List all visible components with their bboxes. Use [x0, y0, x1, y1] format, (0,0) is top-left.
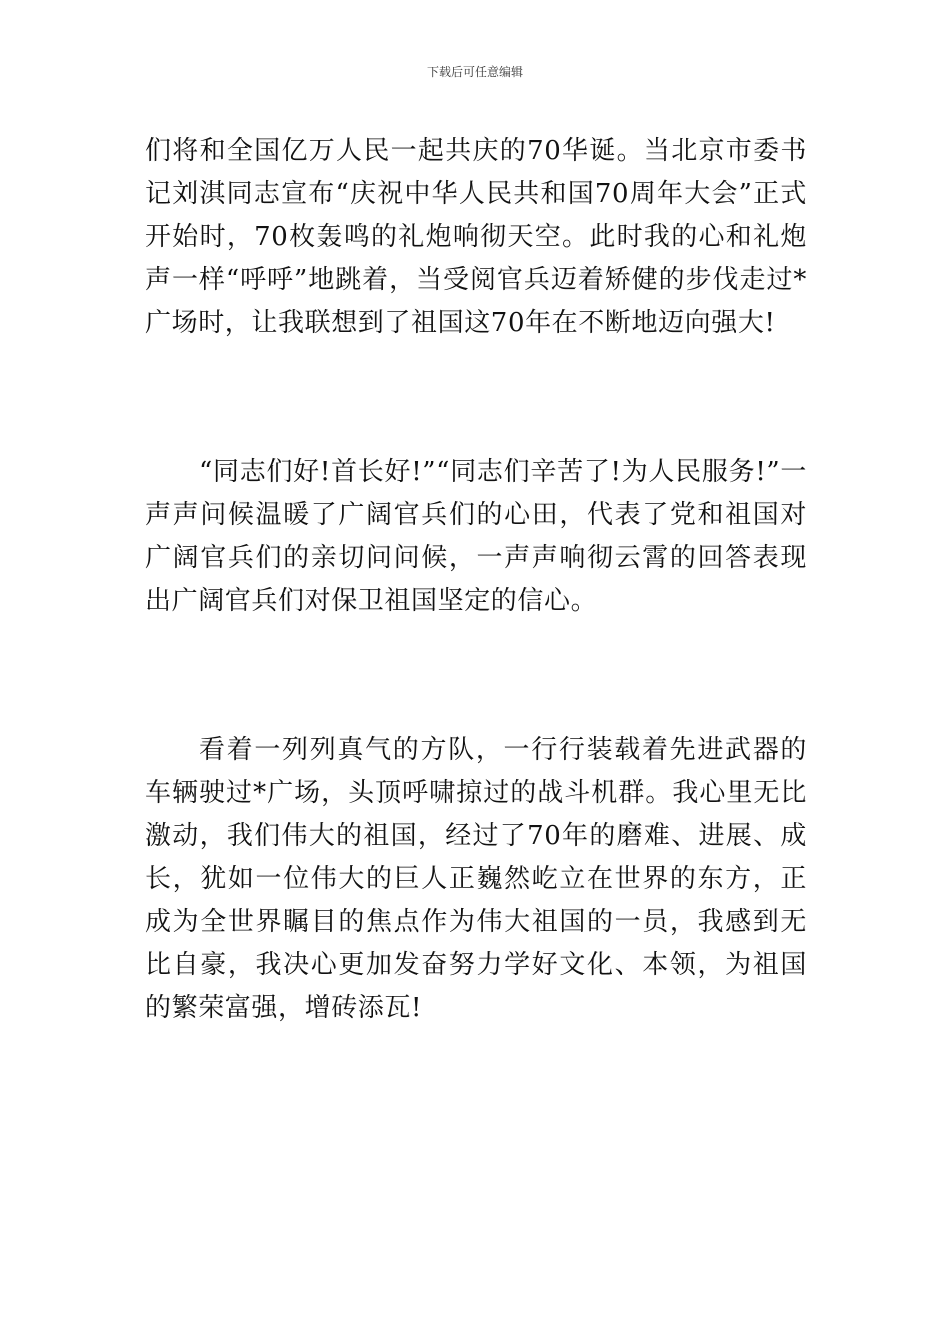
paragraph-2: “同志们好!首长好!”“同志们辛苦了!为人民服务!”一声声问候温暖了广阔官兵们的心田，代表了党和祖国对广阔官兵们的亲切问问候，一声声响彻云霄的回答表现出广阔官兵们对保卫祖国坚定的信心。 — [145, 457, 807, 616]
paragraph-gap — [145, 623, 807, 729]
page-header: 下载后可任意编辑 — [426, 65, 523, 79]
document-body — [145, 130, 807, 1030]
paragraph-3: 看着一列列真气的方队，一行行装载着先进武器的车辆驶过*广场，头顶呼啸掠过的战斗机群。我心里无比激动，我们伟大的祖国，经过了70年的磨难、进展、成长，犹如一位伟大的巨人正巍然屹立在世界的东方，正成为全世界瞩目的焦点作为伟大祖国的一员，我感到无比自豪，我决心更加发奋努力学好文化、本领，为祖国的繁荣富强，增砖添瓦! — [145, 735, 807, 1023]
paragraph-gap — [145, 345, 807, 451]
paragraph-1: 们将和全国亿万人民一起共庆的70华诞。当北京市委书记刘淇同志宣布“庆祝中华人民共和国70周年大会”正式开始时，70枚轰鸣的礼炮响彻天空。此时我的心和礼炮声一样“呼呼”地跳着，当受阅官兵迈着矫健的步伐走过*广场时，让我联想到了祖国这70年在不断地迈向强大! — [145, 136, 807, 338]
